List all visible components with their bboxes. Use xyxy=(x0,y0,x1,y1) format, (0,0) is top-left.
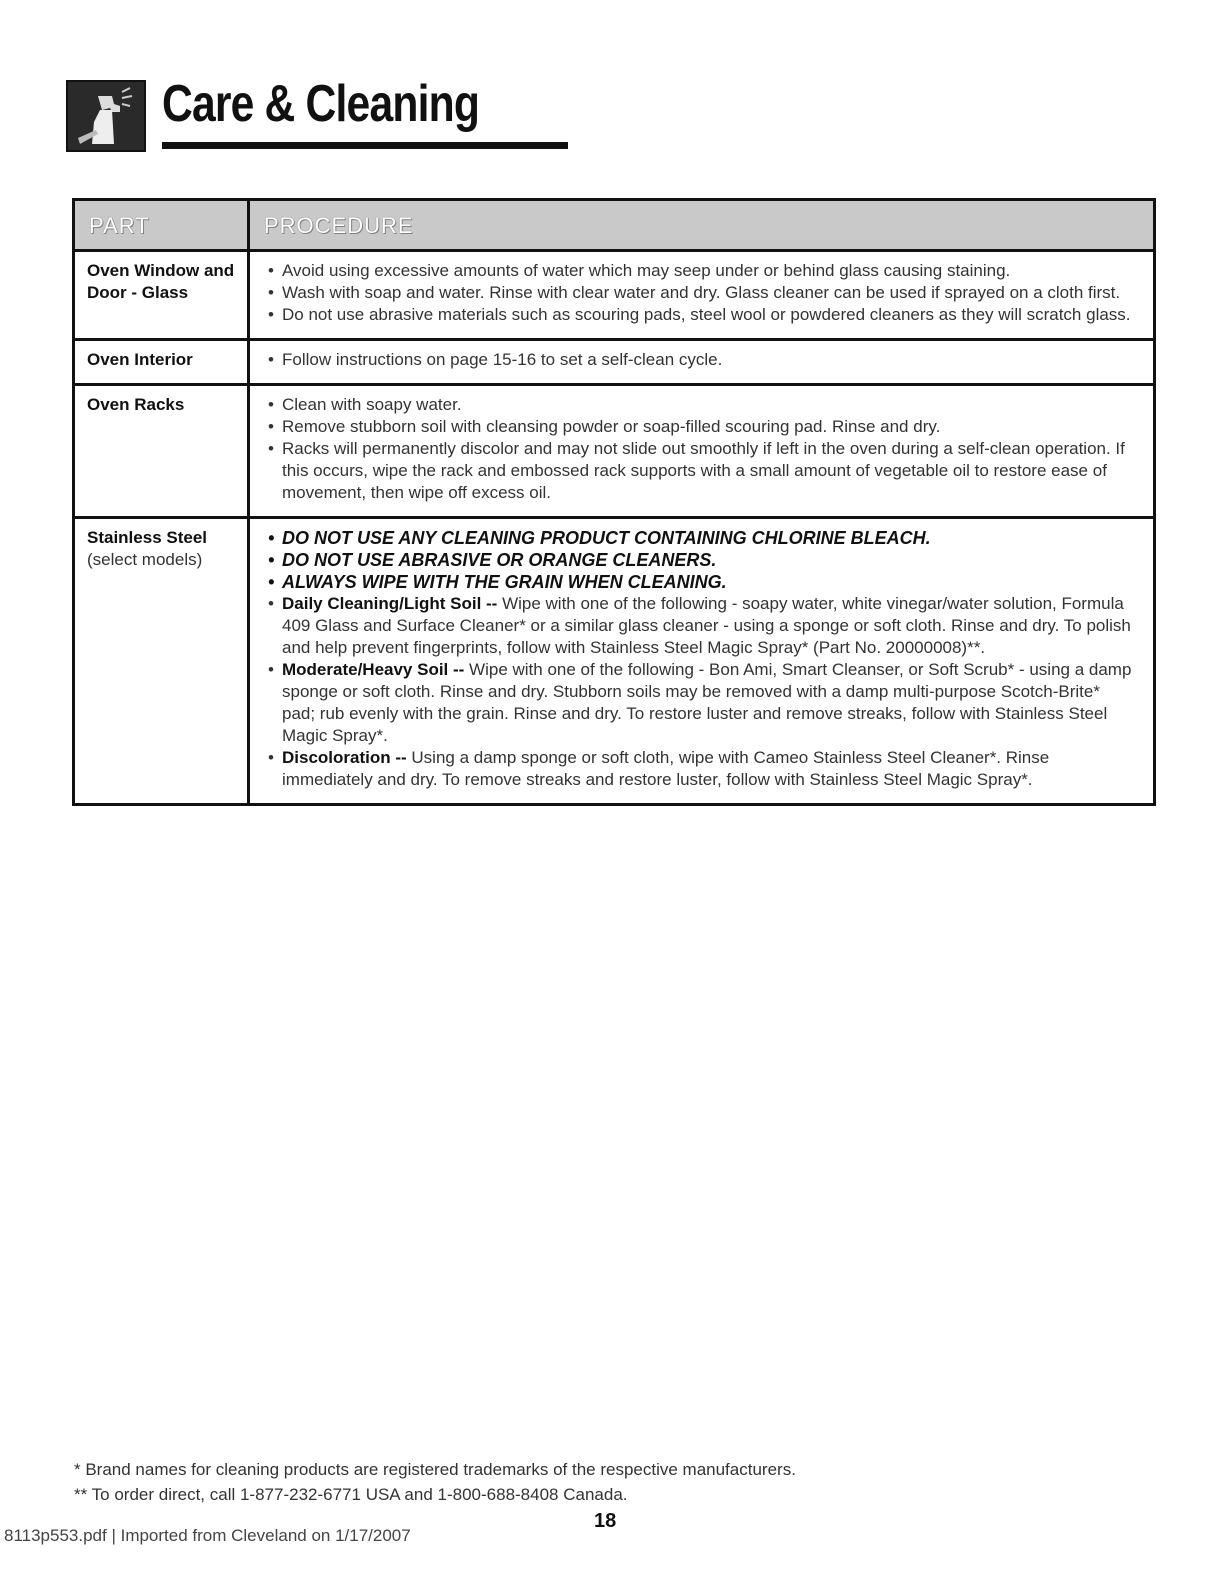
order-footnote: ** To order direct, call 1-877-232-6771 USA and 1-800-688-8408 Canada. xyxy=(74,1485,628,1504)
title-underline xyxy=(162,142,568,149)
part-name: Stainless Steel xyxy=(87,528,208,547)
procedure-list xyxy=(262,527,1137,791)
part-cell xyxy=(74,340,249,385)
table-header-row xyxy=(74,200,1155,251)
care-table xyxy=(72,198,1156,806)
part-header: PART xyxy=(74,200,249,251)
procedure-text: Using a damp sponge or soft cloth, wipe with Cameo Stainless Steel Cleaner*. Rinse immediately and dry. To remove streaks and restore luster, follow with Stainless Steel Magic Spray*. xyxy=(282,748,1050,789)
part-cell xyxy=(74,251,249,340)
procedure-text: Follow instructions on page 15-16 to set a self-clean cycle. xyxy=(282,350,723,369)
spray-bottle-icon xyxy=(66,80,146,152)
procedure-item xyxy=(262,304,1137,326)
import-note: 8113p553.pdf | Imported from Cleveland on 1/17/2007 xyxy=(4,1526,411,1545)
part-cell xyxy=(74,385,249,518)
procedure-list xyxy=(262,260,1137,326)
procedure-list xyxy=(262,394,1137,504)
care-table-body xyxy=(74,251,1155,805)
warning-item xyxy=(262,527,1137,549)
part-cell xyxy=(74,518,249,805)
warning-item xyxy=(262,549,1137,571)
procedure-list xyxy=(262,349,1137,371)
procedure-text: Wash with soap and water. Rinse with clear water and dry. Glass cleaner can be used if sprayed on a cloth first. xyxy=(282,283,1121,302)
procedure-item xyxy=(262,260,1137,282)
table-row xyxy=(74,340,1155,385)
part-name: Oven Racks xyxy=(87,395,185,414)
procedure-cell xyxy=(249,385,1155,518)
procedure-text: DO NOT USE ABRASIVE OR ORANGE CLEANERS. xyxy=(282,550,717,570)
procedure-item xyxy=(262,394,1137,416)
procedure-text: Wipe with one of the following - Bon Ami, Smart Cleanser, or Soft Scrub* - using a damp sponge or soft cloth. Rinse and dry. Stubborn soils may be removed with a damp multi-purpose Scotch-Brite* pad; rub evenly with the grain. Rinse and dry. To restore luster and remove streaks, follow with Stainless Steel Magic Spray*. xyxy=(282,660,1132,745)
procedure-text: Racks will permanently discolor and may not slide out smoothly if left in the oven during a self-clean operation. If this occurs, wipe the rack and embossed rack supports with a small amount of vegetable oil to restore ease of movement, then wipe off excess oil. xyxy=(282,439,1125,502)
warning-item xyxy=(262,571,1137,593)
procedure-item xyxy=(262,416,1137,438)
procedure-text: Remove stubborn soil with cleansing powder or soap-filled scouring pad. Rinse and dry. xyxy=(282,417,941,436)
procedure-text: Do not use abrasive materials such as scouring pads, steel wool or powdered cleaners as they will scratch glass. xyxy=(282,305,1131,324)
procedure-text: Wipe with one of the following - soapy water, white vinegar/water solution, Formula 409 Glass and Surface Cleaner* or a similar glass cleaner - using a sponge or soft cloth. Rinse and dry. To polish and help prevent fingerprints, follow with Stainless Steel Magic Spray* (Part No. 20000008)**. xyxy=(282,594,1131,657)
procedure-text: Avoid using excessive amounts of water which may seep under or behind glass causing staining. xyxy=(282,261,1011,280)
part-note: (select models) xyxy=(87,550,203,569)
table-row xyxy=(74,518,1155,805)
procedure-item xyxy=(262,438,1137,504)
page-header xyxy=(66,72,506,152)
procedure-header: PROCEDURE xyxy=(249,200,1155,251)
procedure-lead: Daily Cleaning/Light Soil -- xyxy=(282,594,498,613)
procedure-item xyxy=(262,747,1137,791)
procedure-lead: Moderate/Heavy Soil -- xyxy=(282,660,465,679)
procedure-text: DO NOT USE ANY CLEANING PRODUCT CONTAINING CHLORINE BLEACH. xyxy=(282,528,931,548)
part-name: Oven Window and Door - Glass xyxy=(87,261,235,302)
page-title: Care & Cleaning xyxy=(162,75,480,133)
procedure-item xyxy=(262,593,1137,659)
procedure-cell xyxy=(249,518,1155,805)
procedure-text: ALWAYS WIPE WITH THE GRAIN WHEN CLEANING. xyxy=(282,572,727,592)
procedure-cell xyxy=(249,340,1155,385)
procedure-item xyxy=(262,659,1137,747)
procedure-text: Clean with soapy water. xyxy=(282,395,462,414)
procedure-cell xyxy=(249,251,1155,340)
procedure-lead: Discoloration -- xyxy=(282,748,407,767)
trademark-footnote: * Brand names for cleaning products are registered trademarks of the respective manufacturers. xyxy=(74,1460,796,1479)
part-name: Oven Interior xyxy=(87,350,193,369)
procedure-item xyxy=(262,349,1137,371)
page-number: 18 xyxy=(594,1510,617,1532)
procedure-item xyxy=(262,282,1137,304)
table-row xyxy=(74,385,1155,518)
table-row xyxy=(74,251,1155,340)
